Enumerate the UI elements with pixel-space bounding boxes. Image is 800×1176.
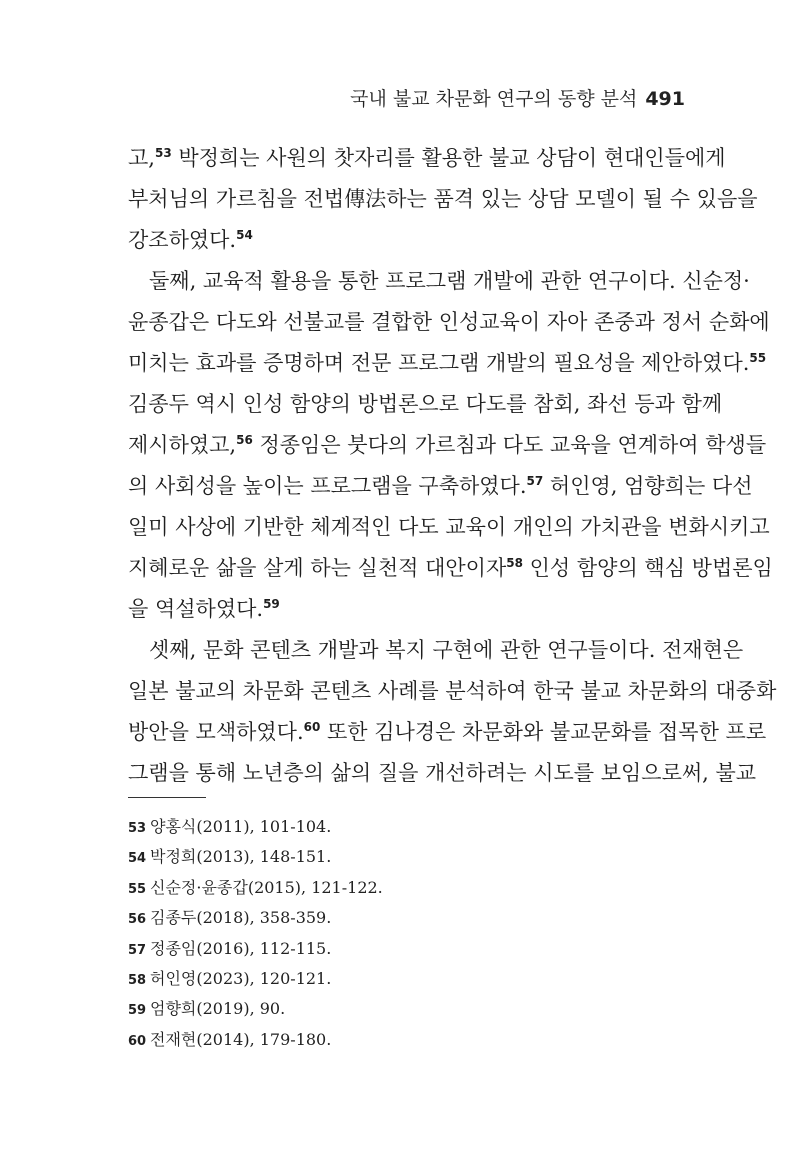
footnote-ref[interactable]: 59: [263, 597, 280, 611]
body-text-run: 을 역설하였다.: [128, 597, 264, 621]
body-text-run: 김종두 역시 인성 함양의 방법론으로 다도를 참회, 좌선 등과 함께: [128, 392, 723, 416]
footnote-item: [128, 907, 331, 931]
body-text-run: 부처님의 가르침을 전법傳法하는 품격 있는 상담 모델이 될 수 있음을: [128, 187, 758, 211]
footnote-number: 57: [128, 942, 147, 958]
footnote-number: 53: [128, 821, 147, 836]
footnote-ref[interactable]: 55: [749, 351, 767, 365]
footnote-item: [128, 816, 331, 840]
footnote-item: [128, 877, 383, 901]
footnote-text: 정종임(2016), 112-115.: [150, 938, 332, 958]
footnote-ref[interactable]: 53: [154, 146, 172, 160]
body-text-run: 지혜로운 삶을 살게 하는 실천적 대안이자: [128, 556, 507, 580]
body-line: [128, 553, 773, 583]
body-text-run: 허인영, 엄향희는 다선: [543, 474, 753, 498]
footnote-rule: [128, 797, 206, 798]
running-header: [350, 84, 685, 111]
body-line: [128, 184, 758, 214]
body-text-run: 셋째, 문화 콘텐츠 개발과 복지 구현에 관한 연구들이다. 전재현은: [128, 638, 744, 662]
body-text-run: 고,: [128, 146, 155, 170]
footnote-ref[interactable]: 56: [236, 433, 253, 447]
body-text-run: 의 사회성을 높이는 프로그램을 구축하였다.: [128, 474, 527, 498]
footnote-text: 전재현(2014), 179-180.: [150, 1029, 332, 1049]
footnote-text: 허인영(2023), 120-121.: [150, 969, 332, 988]
footnote-number: 58: [128, 973, 147, 988]
footnote-text: 신순정·윤종갑(2015), 121-122.: [150, 877, 383, 897]
body-line: [128, 635, 744, 665]
footnote-ref[interactable]: 58: [506, 556, 523, 570]
body-text-run: 일미 사상에 기반한 체계적인 다도 교육이 개인의 가치관을 변화시키고: [128, 515, 770, 539]
footnote-number: 60: [128, 1033, 147, 1049]
body-line: [128, 266, 750, 296]
footnote-ref[interactable]: 57: [526, 474, 544, 488]
body-text-run: 미치는 효과를 증명하며 전문 프로그램 개발의 필요성을 제안하였다.: [128, 351, 750, 375]
footnote-text: 엄향희(2019), 90.: [150, 999, 286, 1019]
body-text-run: 또한 김나경은 차문화와 불교문화를 접목한 프로: [320, 720, 767, 744]
footnote-number: 59: [128, 1003, 147, 1019]
footnote-number: 54: [128, 851, 147, 867]
footnote-number: 56: [128, 912, 147, 928]
body-line: [128, 225, 673, 255]
body-text-run: 일본 불교의 차문화 콘텐츠 사례를 분석하여 한국 불교 차문화의 대중화: [128, 679, 777, 703]
running-title: 국내 불교 차문화 연구의 동향 분석: [350, 88, 638, 110]
footnote-item: [128, 938, 331, 962]
footnote-item: [128, 1029, 331, 1053]
footnote-text: 김종두(2018), 358-359.: [150, 908, 332, 928]
body-line: [128, 143, 726, 173]
body-line: [128, 717, 767, 747]
body-text-run: 둘째, 교육적 활용을 통한 프로그램 개발에 관한 연구이다. 신순정·: [128, 269, 750, 293]
body-line: [128, 430, 767, 460]
footnote-text: 박정희(2013), 148-151.: [150, 847, 332, 867]
body-line: [128, 389, 723, 419]
body-text-run: 그램을 통해 노년층의 삶의 질을 개선하려는 시도를 보임으로써, 불교: [128, 761, 757, 785]
footnote-item: [128, 998, 285, 1022]
footnote-number: 55: [128, 881, 147, 897]
body-line: [128, 758, 757, 788]
body-text-run: 정종임은 붓다의 가르침과 다도 교육을 연계하여 학생들: [252, 433, 767, 457]
body-text-run: 방안을 모색하였다.: [128, 720, 304, 744]
body-line: [128, 348, 767, 378]
page-number: 491: [645, 88, 685, 110]
body-text-run: 인성 함양의 핵심 방법론임: [522, 556, 773, 580]
body-text-run: 박정희는 사원의 찻자리를 활용한 불교 상담이 현대인들에게: [171, 146, 726, 170]
body-text-run: 제시하였고,: [128, 433, 237, 457]
body-line: [128, 594, 673, 624]
body-text-run: 윤종갑은 다도와 선불교를 결합한 인성교육이 자아 존중과 정서 순화에: [128, 310, 770, 334]
footnote-ref[interactable]: 54: [236, 228, 253, 242]
footnote-ref[interactable]: 60: [303, 720, 321, 734]
footnote-text: 양홍식(2011), 101-104.: [150, 817, 332, 836]
body-line: [128, 471, 753, 501]
footnote-item: [128, 968, 331, 992]
body-text-run: 강조하였다.: [128, 228, 237, 252]
body-line: [128, 512, 770, 542]
footnote-item: [128, 846, 331, 870]
body-line: [128, 307, 770, 337]
body-line: [128, 676, 777, 706]
